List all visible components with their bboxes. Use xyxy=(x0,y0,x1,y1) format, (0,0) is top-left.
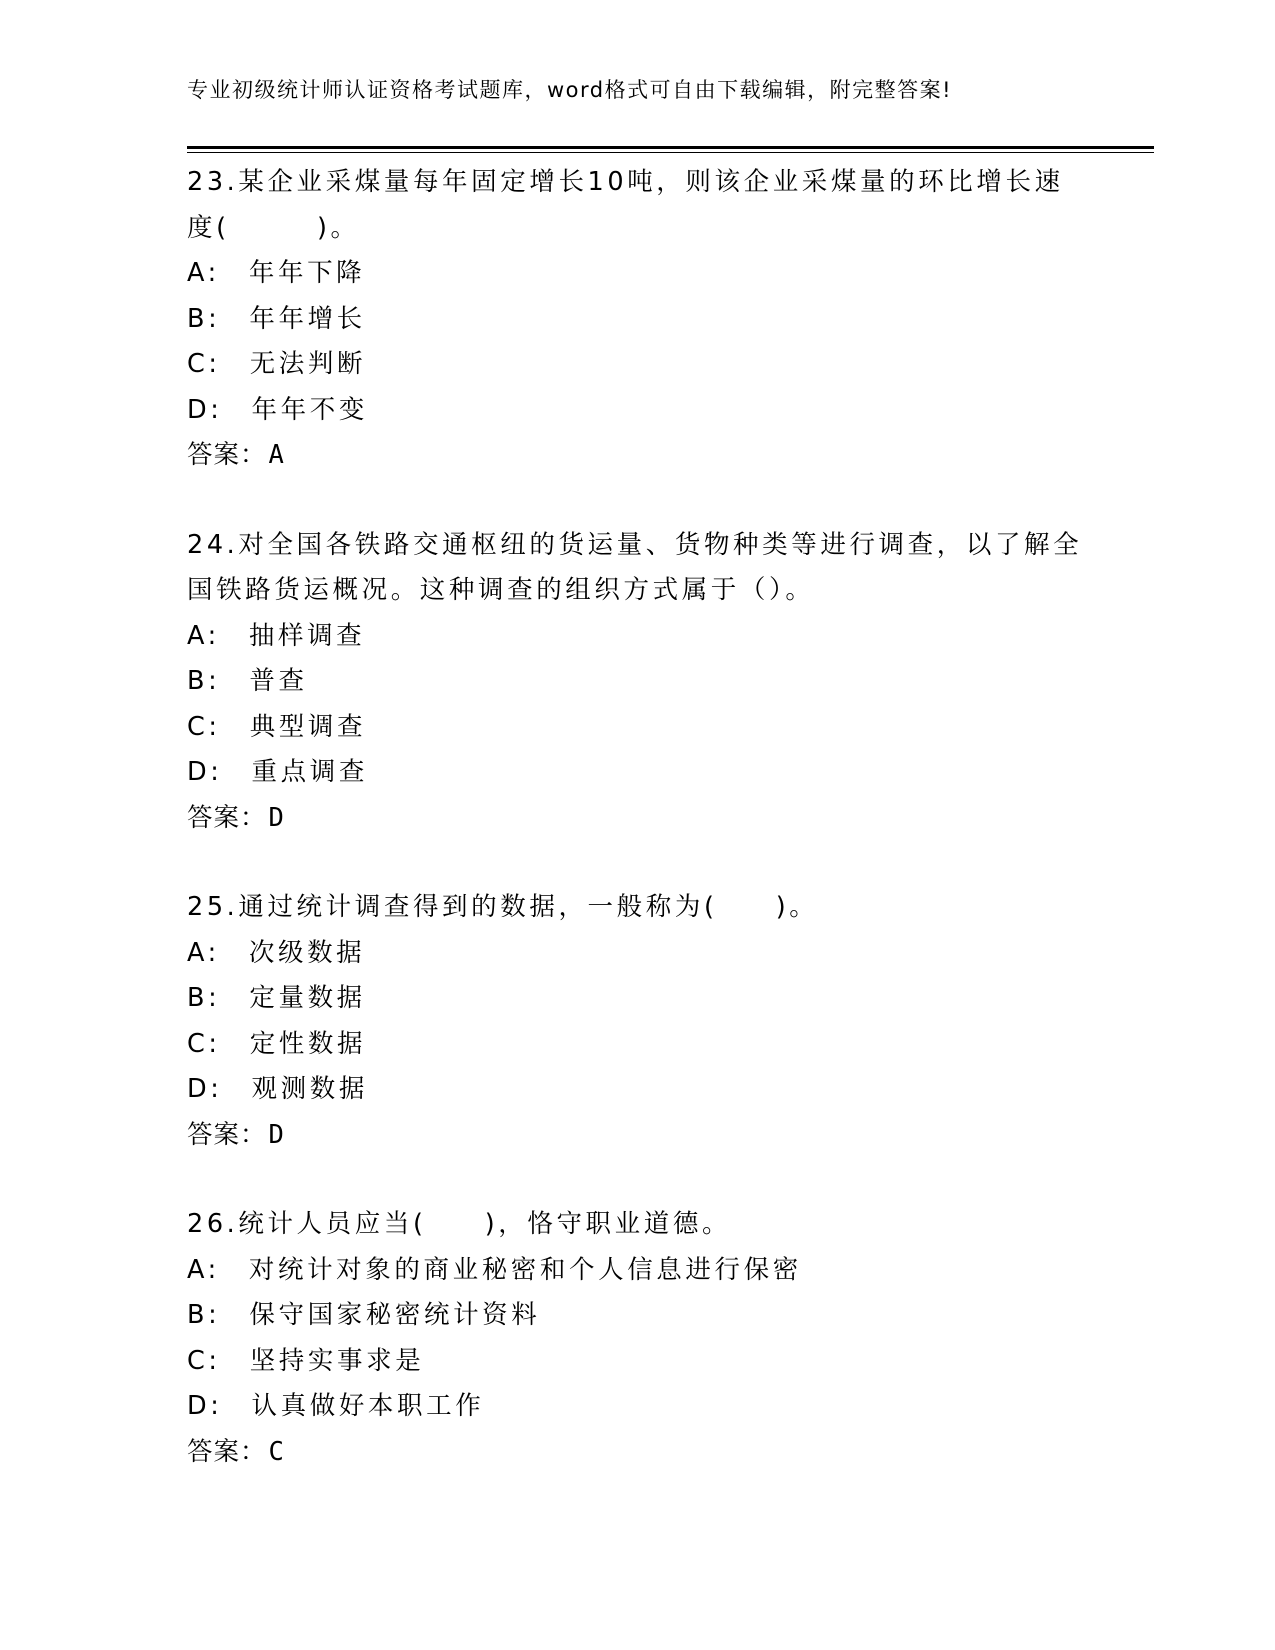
option-d: D: 认真做好本职工作 xyxy=(187,1391,485,1421)
answer-line xyxy=(187,796,1107,842)
answer-label: 答案： xyxy=(187,1436,267,1467)
option-b: B: 普查 xyxy=(187,666,308,696)
option-a: A: 抽样调查 xyxy=(187,620,366,651)
question-26 xyxy=(187,1202,1107,1475)
answer-line xyxy=(187,1430,1107,1476)
option-d: D: 重点调查 xyxy=(187,757,368,787)
question-stem-line: 度( )。 xyxy=(187,212,360,243)
question-stem-line: 23.某企业采煤量每年固定增长10吨，则该企业采煤量的环比增长速 xyxy=(187,167,1064,197)
option-c: C: 无法判断 xyxy=(187,349,367,379)
option-b: B: 保守国家秘密统计资料 xyxy=(187,1300,541,1330)
option-b: B: 年年增长 xyxy=(187,303,366,334)
option-a: A: 年年下降 xyxy=(187,258,366,288)
option-a: A: 次级数据 xyxy=(187,937,366,968)
option-d: D: 年年不变 xyxy=(187,394,368,425)
question-stem-line: 26.统计人员应当( )，恪守职业道德。 xyxy=(187,1209,732,1239)
option-c: C: 典型调查 xyxy=(187,711,367,742)
question-list xyxy=(187,160,1107,1519)
page-header: 专业初级统计师认证资格考试题库，word格式可自由下载编辑，附完整答案! xyxy=(187,78,953,102)
option-a: A: 对统计对象的商业秘密和个人信息进行保密 xyxy=(187,1254,802,1285)
question-stem-line: 25.通过统计调查得到的数据，一般称为( )。 xyxy=(187,892,819,922)
answer-value: C xyxy=(268,1436,285,1467)
option-b: B: 定量数据 xyxy=(187,983,366,1013)
answer-value: A xyxy=(268,440,285,470)
option-c: C: 定性数据 xyxy=(187,1028,367,1059)
answer-value: D xyxy=(268,802,285,833)
question-25 xyxy=(187,885,1107,1158)
answer-line xyxy=(187,1113,1107,1159)
answer-value: D xyxy=(268,1119,285,1150)
option-d: D: 观测数据 xyxy=(187,1074,368,1104)
header-rule-thick xyxy=(187,146,1154,149)
answer-line xyxy=(187,433,1107,479)
header-rule-thin xyxy=(187,152,1154,153)
option-c: C: 坚持实事求是 xyxy=(187,1345,425,1376)
answer-label: 答案： xyxy=(187,440,267,470)
question-stem-line: 国铁路货运概况。这种调查的组织方式属于（）。 xyxy=(187,575,815,605)
question-24 xyxy=(187,523,1107,842)
question-stem-line: 24.对全国各铁路交通枢纽的货运量、货物种类等进行调查，以了解全 xyxy=(187,529,1083,560)
answer-label: 答案： xyxy=(187,802,267,833)
question-23 xyxy=(187,160,1107,479)
answer-label: 答案： xyxy=(187,1119,267,1150)
